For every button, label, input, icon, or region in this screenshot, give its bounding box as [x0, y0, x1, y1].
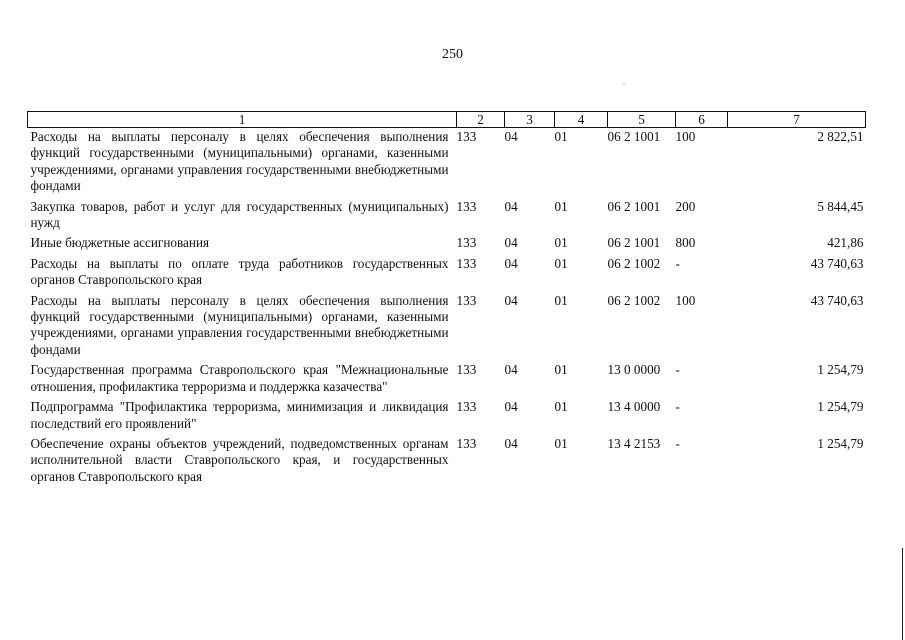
row-expense-type: - [675, 255, 680, 271]
column-header-2: 2 [457, 112, 505, 128]
row-subsection-code: 01 [554, 129, 568, 144]
row-expense-type: - [675, 362, 680, 378]
row-description: Расходы на выплаты по оплате труда работников государственных органов Ставропольского края [30, 255, 449, 288]
table-row [28, 293, 866, 363]
row-amount: 43 740,63 [810, 255, 864, 271]
row-target-article: 13 4 0000 [607, 399, 661, 415]
row-ministry-code: 133 [456, 362, 477, 378]
table-row [28, 128, 866, 199]
row-description: Закупка товаров, работ и услуг для государственных (муниципальных) нужд [30, 198, 449, 231]
row-description: Обеспечение охраны объектов учреждений, подведомственных органам исполнительной власти Ставропольского края, и государственных органов Ставропольского края [30, 435, 449, 484]
row-target-article: 06 2 1001 [607, 235, 661, 251]
row-expense-type: - [675, 399, 680, 415]
column-header-5: 5 [608, 112, 676, 128]
row-expense-type: - [675, 435, 680, 451]
row-target-article: 13 0 0000 [607, 362, 661, 378]
row-target-article: 13 4 2153 [607, 435, 661, 451]
row-description: Подпрограмма "Профилактика терроризма, минимизация и ликвидация последствий его проявлений" [30, 399, 449, 431]
table-row [28, 199, 866, 236]
row-amount: 1 254,79 [817, 399, 864, 415]
row-amount: 1 254,79 [817, 362, 864, 378]
row-ministry-code: 133 [456, 399, 477, 415]
row-section-code: 04 [504, 235, 518, 251]
table-row [28, 362, 866, 399]
column-header-3: 3 [505, 112, 555, 128]
row-ministry-code: 133 [456, 198, 477, 214]
row-section-code: 04 [504, 255, 518, 271]
row-description: Расходы на выплаты персоналу в целях обеспечения выполнения функций государственными (муниципальными) органами, казенными учреждениями, органами управления государственными внебюджетными фондами [30, 292, 449, 357]
row-subsection-code: 01 [554, 235, 568, 251]
row-subsection-code: 01 [554, 198, 568, 214]
row-subsection-code: 01 [554, 362, 568, 378]
row-description: Расходы на выплаты персоналу в целях обеспечения выполнения функций государственными (муниципальными) органами, казенными учреждениями, органами управления государственными внебюджетными фондами [30, 129, 449, 194]
header-row [28, 112, 866, 128]
row-ministry-code: 133 [456, 292, 477, 308]
row-amount: 421,86 [827, 235, 864, 251]
row-ministry-code: 133 [456, 435, 477, 451]
page-number: 250 [442, 47, 463, 62]
row-target-article: 06 2 1002 [607, 292, 661, 308]
row-expense-type: 100 [675, 292, 696, 308]
row-subsection-code: 01 [554, 399, 568, 415]
row-amount: 2 822,51 [817, 129, 864, 144]
row-subsection-code: 01 [554, 292, 568, 308]
row-description: Государственная программа Ставропольского края "Межнациональные отношения, профилактика терроризма и поддержка казачества" [30, 362, 449, 394]
row-section-code: 04 [504, 198, 518, 214]
column-header-4: 4 [555, 112, 608, 128]
row-amount: 5 844,45 [817, 198, 864, 214]
row-amount: 43 740,63 [810, 292, 864, 308]
column-header-1: 1 [28, 112, 457, 128]
row-section-code: 04 [504, 129, 518, 144]
row-ministry-code: 133 [456, 235, 477, 251]
row-expense-type: 800 [675, 235, 696, 251]
table-row [28, 436, 866, 489]
row-section-code: 04 [504, 292, 518, 308]
table-row [28, 256, 866, 293]
column-header-6: 6 [676, 112, 728, 128]
row-ministry-code: 133 [456, 255, 477, 271]
row-subsection-code: 01 [554, 255, 568, 271]
budget-table [27, 111, 866, 489]
row-expense-type: 200 [675, 198, 696, 214]
table-header [28, 112, 866, 128]
row-ministry-code: 133 [456, 129, 477, 144]
page-edge-line [902, 548, 903, 640]
row-target-article: 06 2 1001 [607, 198, 661, 214]
row-expense-type: 100 [675, 129, 696, 144]
row-section-code: 04 [504, 435, 518, 451]
row-section-code: 04 [504, 399, 518, 415]
row-subsection-code: 01 [554, 435, 568, 451]
row-target-article: 06 2 1001 [607, 129, 661, 144]
column-header-7: 7 [728, 112, 866, 128]
table-row [28, 399, 866, 436]
row-amount: 1 254,79 [817, 435, 864, 451]
table-body [28, 128, 866, 490]
row-description: Иные бюджетные ассигнования [30, 235, 210, 251]
scan-speck [623, 84, 625, 85]
row-target-article: 06 2 1002 [607, 255, 661, 271]
table-row [28, 235, 866, 255]
row-section-code: 04 [504, 362, 518, 378]
